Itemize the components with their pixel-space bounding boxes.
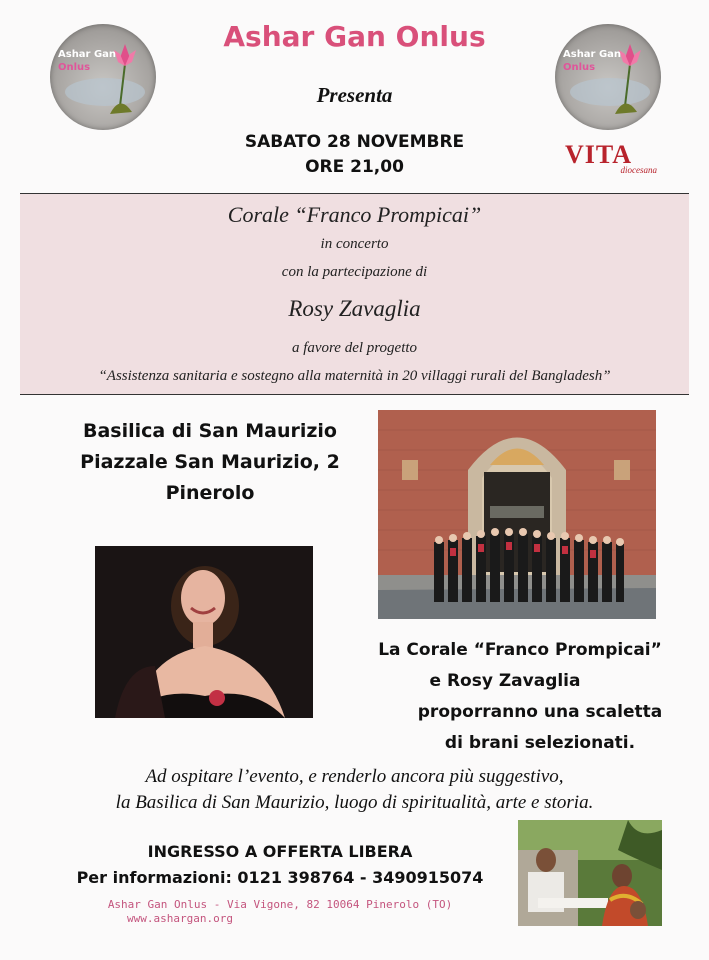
address-line: Ashar Gan Onlus - Via Vigone, 82 10064 Pinerolo (TO)	[107, 898, 453, 911]
venue-block	[40, 416, 380, 509]
hosting-line-2: la Basilica di San Maurizio, luogo di spiritualità, arte e storia.	[115, 792, 594, 813]
with-label: con la partecipazione di	[281, 264, 428, 280]
sponsor-logo	[565, 142, 657, 182]
hosting-text	[0, 764, 709, 816]
program-line-1: La Corale “Franco Prompicai”	[378, 640, 662, 660]
date-line: SABATO 28 NOVEMBRE	[244, 132, 465, 152]
venue-name: Basilica di San Maurizio	[83, 420, 337, 442]
sponsor-name: VITA	[565, 140, 633, 169]
sponsor-sub: diocesana	[620, 165, 657, 175]
logo-text: Ashar Gan Onlus	[58, 49, 117, 73]
singer-photo	[95, 546, 313, 718]
in-concert: in concerto	[320, 236, 389, 252]
time-line: ORE 21,00	[305, 157, 404, 177]
bangladesh-photo	[518, 820, 662, 926]
program-line-2: e Rosy Zavaglia	[429, 671, 581, 691]
choir-photo	[378, 410, 656, 619]
contact-info: Per informazioni: 0121 398764 - 3490915074	[76, 868, 484, 887]
in-favor-label: a favore del progetto	[291, 340, 418, 356]
address-block	[30, 898, 530, 926]
venue-city: Pinerolo	[165, 482, 255, 504]
project-title: “Assistenza sanitaria e sostegno alla maternità in 20 villaggi rurali del Bangladesh”	[98, 368, 611, 384]
program-line-4: di brani selezionati.	[444, 733, 636, 753]
venue-street: Piazzale San Maurizio, 2	[80, 451, 340, 473]
hosting-line-1: Ad ospitare l’evento, e renderlo ancora più suggestivo,	[145, 766, 564, 787]
program-line-3: proporranno una scaletta	[417, 702, 663, 722]
entry-info: INGRESSO A OFFERTA LIBERA	[147, 842, 413, 861]
page-title: Ashar Gan Onlus	[223, 20, 486, 53]
concert-band	[20, 193, 689, 395]
logo-text: Ashar Gan Onlus	[563, 49, 622, 73]
program-text	[330, 635, 709, 759]
presents-label: Presenta	[316, 83, 393, 107]
choir-name: Corale “Franco Prompicai”	[227, 202, 482, 227]
website-link[interactable]: www.ashargan.org	[127, 912, 233, 925]
singer-name: Rosy Zavaglia	[288, 296, 421, 321]
